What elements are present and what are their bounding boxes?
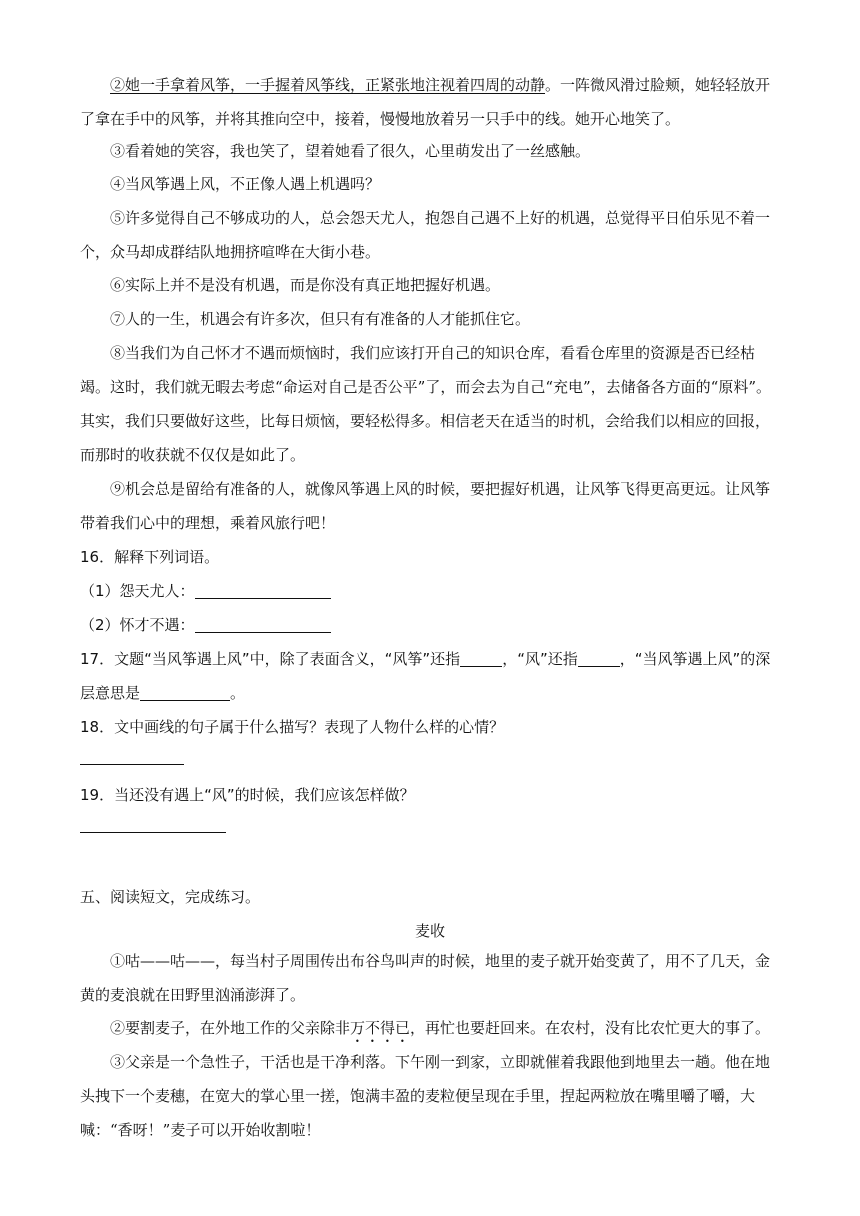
underlined-sentence: ②她一手拿着风筝，一手握着风筝线，正紧张地注视着四周的动静 bbox=[110, 76, 546, 94]
passage-paragraph-7: ⑦人的一生，机遇会有许多次，但只有有准备的人才能抓住它。 bbox=[110, 310, 531, 328]
answer-blank-17-wind[interactable] bbox=[578, 650, 620, 667]
answer-blank-16-1[interactable] bbox=[195, 582, 331, 599]
article-paragraph-3: ③父亲是一个急性子，干活也是干净利落。下午刚一到家，立即就催着我跟他到地里去一趟。他在地头拽下一个麦穗，在宽大的掌心里一搓，饱满丰盈的麦粒便呈现在手里，捏起两粒放在嘴里嚼了嚼，大喊：“香呀！”麦子可以开始收割啦！ bbox=[80, 1053, 771, 1139]
question-19: 19．当还没有遇上“风”的时候，我们应该怎样做？ bbox=[80, 786, 415, 804]
article-paragraph-1: ①咕——咕——，每当村子周围传出布谷鸟叫声的时候，地里的麦子就开始变黄了，用不了几天，金黄的麦浪就在田野里汹涌澎湃了。 bbox=[80, 952, 771, 1004]
question-18: 18．文中画线的句子属于什么描写？表现了人物什么样的心情？ bbox=[80, 718, 505, 736]
passage-paragraph-8: ⑧当我们为自己怀才不遇而烦恼时，我们应该打开自己的知识仓库，看看仓库里的资源是否已经枯竭。这时，我们就无暇去考虑“命运对自己是否公平”了，而会去为自己“充电”，去储备各方面的“原料”。其实，我们只要做好这些，比每日烦恼，要轻松得多。相信老天在适当的时机，会给我们以相应的回报，而那时的收获就不仅仅是如此了。 bbox=[80, 344, 772, 464]
passage-paragraph-2: ②她一手拿着风筝，一手握着风筝线，正紧张地注视着四周的动静。一阵微风滑过脸颊，她轻轻放开了拿在手中的风筝，并将其推向空中，接着，慢慢地放着另一只手中的线。她开心地笑了。 bbox=[80, 76, 771, 128]
answer-blank-16-2[interactable] bbox=[195, 616, 331, 633]
passage-paragraph-3: ③看着她的笑容，我也笑了，望着她看了很久，心里萌发出了一丝感触。 bbox=[110, 142, 591, 160]
passage-paragraph-4: ④当风筝遇上风，不正像人遇上机遇吗？ bbox=[110, 175, 381, 193]
answer-blank-17-kite[interactable] bbox=[460, 650, 502, 667]
article-title: 麦收 bbox=[414, 922, 445, 940]
question-16: 16．解释下列词语。 bbox=[80, 548, 220, 566]
question-16-2: （2）怀才不遇： bbox=[80, 608, 782, 642]
section-5-heading: 五、阅读短文，完成练习。 bbox=[80, 888, 261, 906]
dotted-phrase: 万不得已 bbox=[350, 1019, 411, 1037]
article-paragraph-2: ②要割麦子，在外地工作的父亲除非万不得已，再忙也要赶回来。在农村，没有比农忙更大的事了。 bbox=[110, 1019, 771, 1037]
answer-line-19[interactable] bbox=[80, 832, 226, 833]
question-16-1: （1）怨天尤人： bbox=[80, 574, 782, 608]
passage-paragraph-5: ⑤许多觉得自己不够成功的人，总会怨天尤人，抱怨自己遇不上好的机遇，总觉得平日伯乐见不着一个，众马却成群结队地拥挤喧哗在大街小巷。 bbox=[80, 209, 771, 261]
answer-line-18[interactable] bbox=[80, 764, 184, 765]
question-17: 17．文题“当风筝遇上风”中，除了表面含义，“风筝”还指 ，“风”还指 ，“当风筝遇上风”的深层意思是 。 bbox=[80, 650, 771, 702]
answer-blank-17-meaning[interactable] bbox=[140, 684, 230, 701]
passage-paragraph-6: ⑥实际上并不是没有机遇，而是你没有真正地把握好机遇。 bbox=[110, 276, 501, 294]
passage-paragraph-9: ⑨机会总是留给有准备的人，就像风筝遇上风的时候，要把握好机遇，让风筝飞得更高更远。让风筝带着我们心中的理想，乘着风旅行吧！ bbox=[80, 480, 771, 532]
